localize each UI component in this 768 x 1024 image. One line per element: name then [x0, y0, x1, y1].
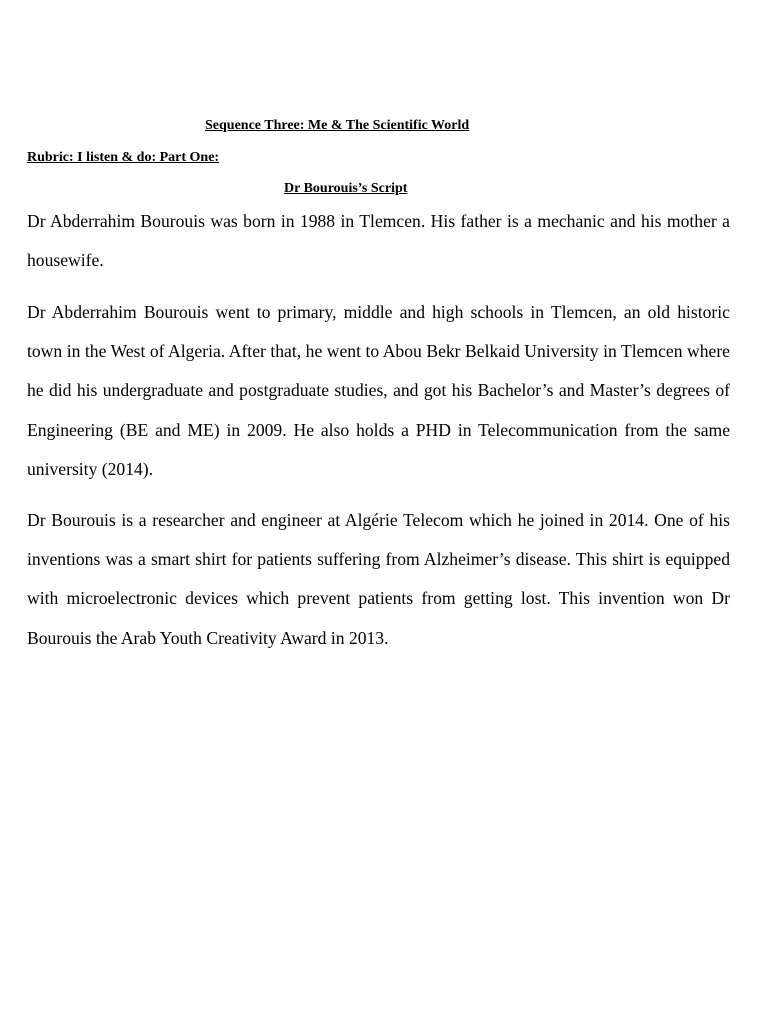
- paragraph-education: Dr Abderrahim Bourouis went to primary, middle and high schools in Tlemcen, an old historic town in the West of Algeria. After that, he went to Abou Bekr Belkaid University in Tlemcen where he did his undergraduate and postgraduate studies, and got his Bachelor’s and Master’s degrees of Engineering (BE and ME) in 2009. He also holds a PHD in Telecommunication from the same university (2014).: [27, 302, 730, 479]
- script-title: Dr Bourouis’s Script: [284, 181, 408, 196]
- paragraph-birth: Dr Abderrahim Bourouis was born in 1988 in Tlemcen. His father is a mechanic and his mother a housewife.: [27, 211, 730, 271]
- paragraph-career: Dr Bourouis is a researcher and engineer at Algérie Telecom which he joined in 2014. One of his inventions was a smart shirt for patients suffering from Alzheimer’s disease. This shirt is equipped with microelectronic devices which prevent patients from getting lost. This invention won Dr Bourouis the Arab Youth Creativity Award in 2013.: [27, 510, 730, 648]
- rubric-heading: Rubric: I listen & do: Part One:: [27, 150, 220, 165]
- sequence-title: Sequence Three: Me & The Scientific World: [205, 118, 470, 133]
